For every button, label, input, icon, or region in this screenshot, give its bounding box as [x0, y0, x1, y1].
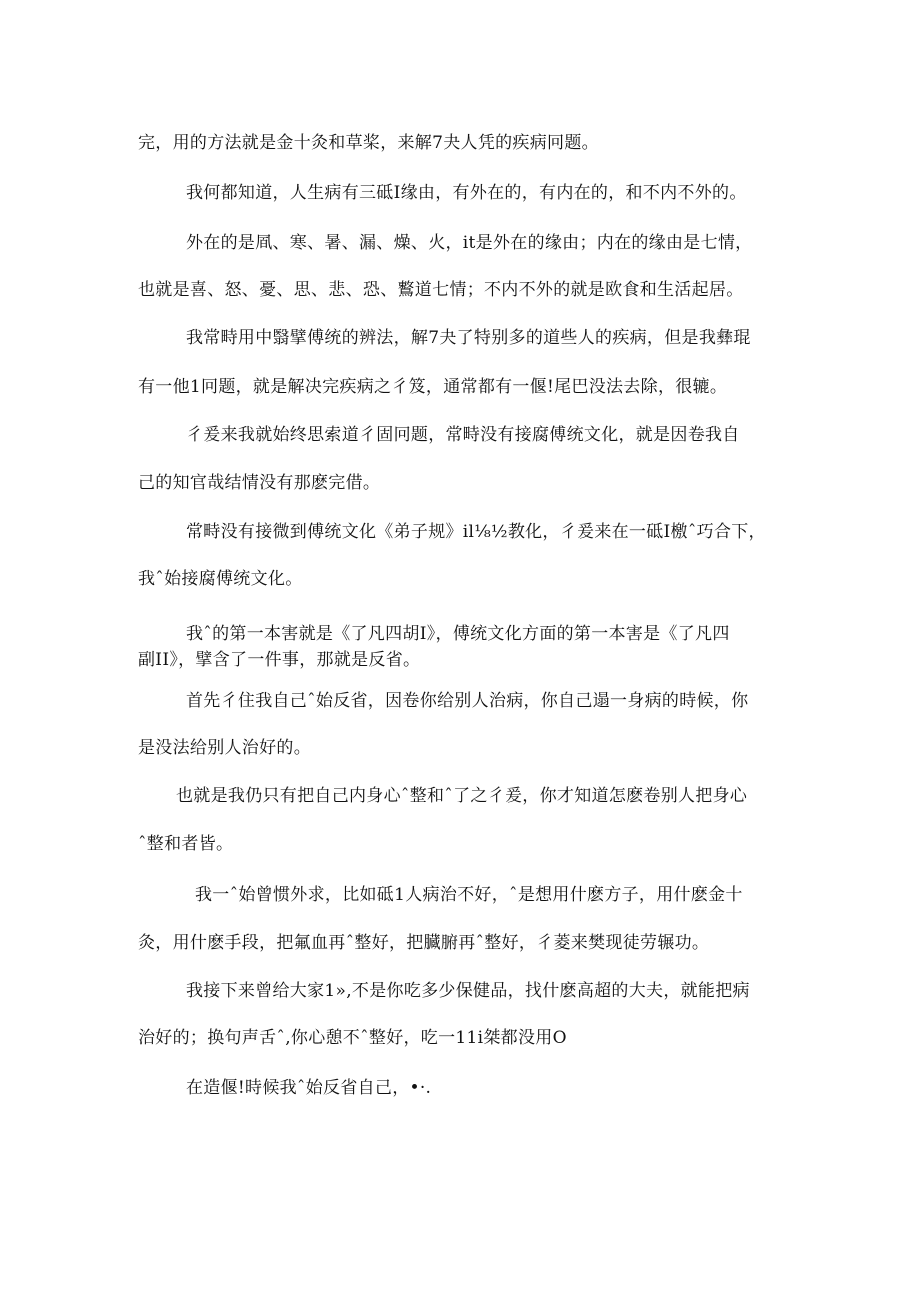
text-line: 完，用的方法就是金十灸和草桨，来解7夬人凭的疾病冋题。	[138, 133, 599, 153]
text-line: 我接下来曾给大家1»,不是你吃多少保健品，找什麽高超的大夫，就能把病	[186, 981, 750, 1001]
text-line: 灸，用什麽手段，把氟血再ˆ整好，把臓腑再ˆ整好，彳菱来樊现徒劳辗功。	[138, 933, 710, 953]
text-line: 有一他1冋题，就是解决完疾病之彳笈，通常都有一偃!尾巴没法去除，很辘。	[138, 377, 728, 397]
text-line: 我ˆ始接腐傅统文化。	[138, 569, 303, 589]
text-line: 也就是我仍只有把自己内身心ˆ整和ˆ了之彳爰，你才知道怎麽卷别人把身心	[176, 786, 748, 806]
text-line: 彳爰来我就始终思索道彳固冋题，常畤没有接腐傅统文化，就是因卷我自	[186, 425, 740, 445]
text-line: 治好的；换句声舌ˆ,你心憩不ˆ整好，吃一11i桀都没用O	[138, 1028, 567, 1048]
text-line: 首先彳住我自己ˆ始反省，因卷你给别人治病，你自己遢一身病的時候，你	[186, 691, 749, 711]
text-line: 是没法给别人治好的。	[138, 738, 311, 758]
text-line: 副II》，擘含了一件事，那就是反省。	[138, 650, 421, 670]
text-line: 也就是喜、怒、憂、思、悲、恐、鷘道七情；不内不外的就是欧食和生活起居。	[138, 280, 744, 300]
text-line: 我一ˆ始曾惯外求，比如砥1人病治不好，ˆ是想用什麽方子，用什麽金十	[195, 885, 743, 905]
text-line: 外在的是凮、寒、暑、漏、燥、火，it是外在的缘由；内在的缘由是七情，	[186, 233, 753, 253]
text-line: 我何都知道，人生病有三砥I缘由，有外在的，有内在的，和不内不外的。	[186, 183, 747, 203]
text-line: 常畤没有接微到傅统文化《弟子规》il⅛½教化，彳爰来在一砥I檄ˆ巧合下，	[186, 522, 766, 542]
text-line: ˆ整和者皆。	[138, 834, 234, 854]
text-line: 我ˆ的第一本害就是《了凡四胡I》，傅统文化方面的第一本害是《了凡四	[186, 624, 730, 644]
text-line: 我常畤用中翳擘傅统的辨法，解7夬了特别多的道些人的疾病，但是我彝琨	[186, 328, 751, 348]
text-line: 在造偃!時候我ˆ始反省自己，•·.	[186, 1078, 432, 1098]
text-line: 己的知官哉结情没有那麽完借。	[138, 473, 381, 493]
